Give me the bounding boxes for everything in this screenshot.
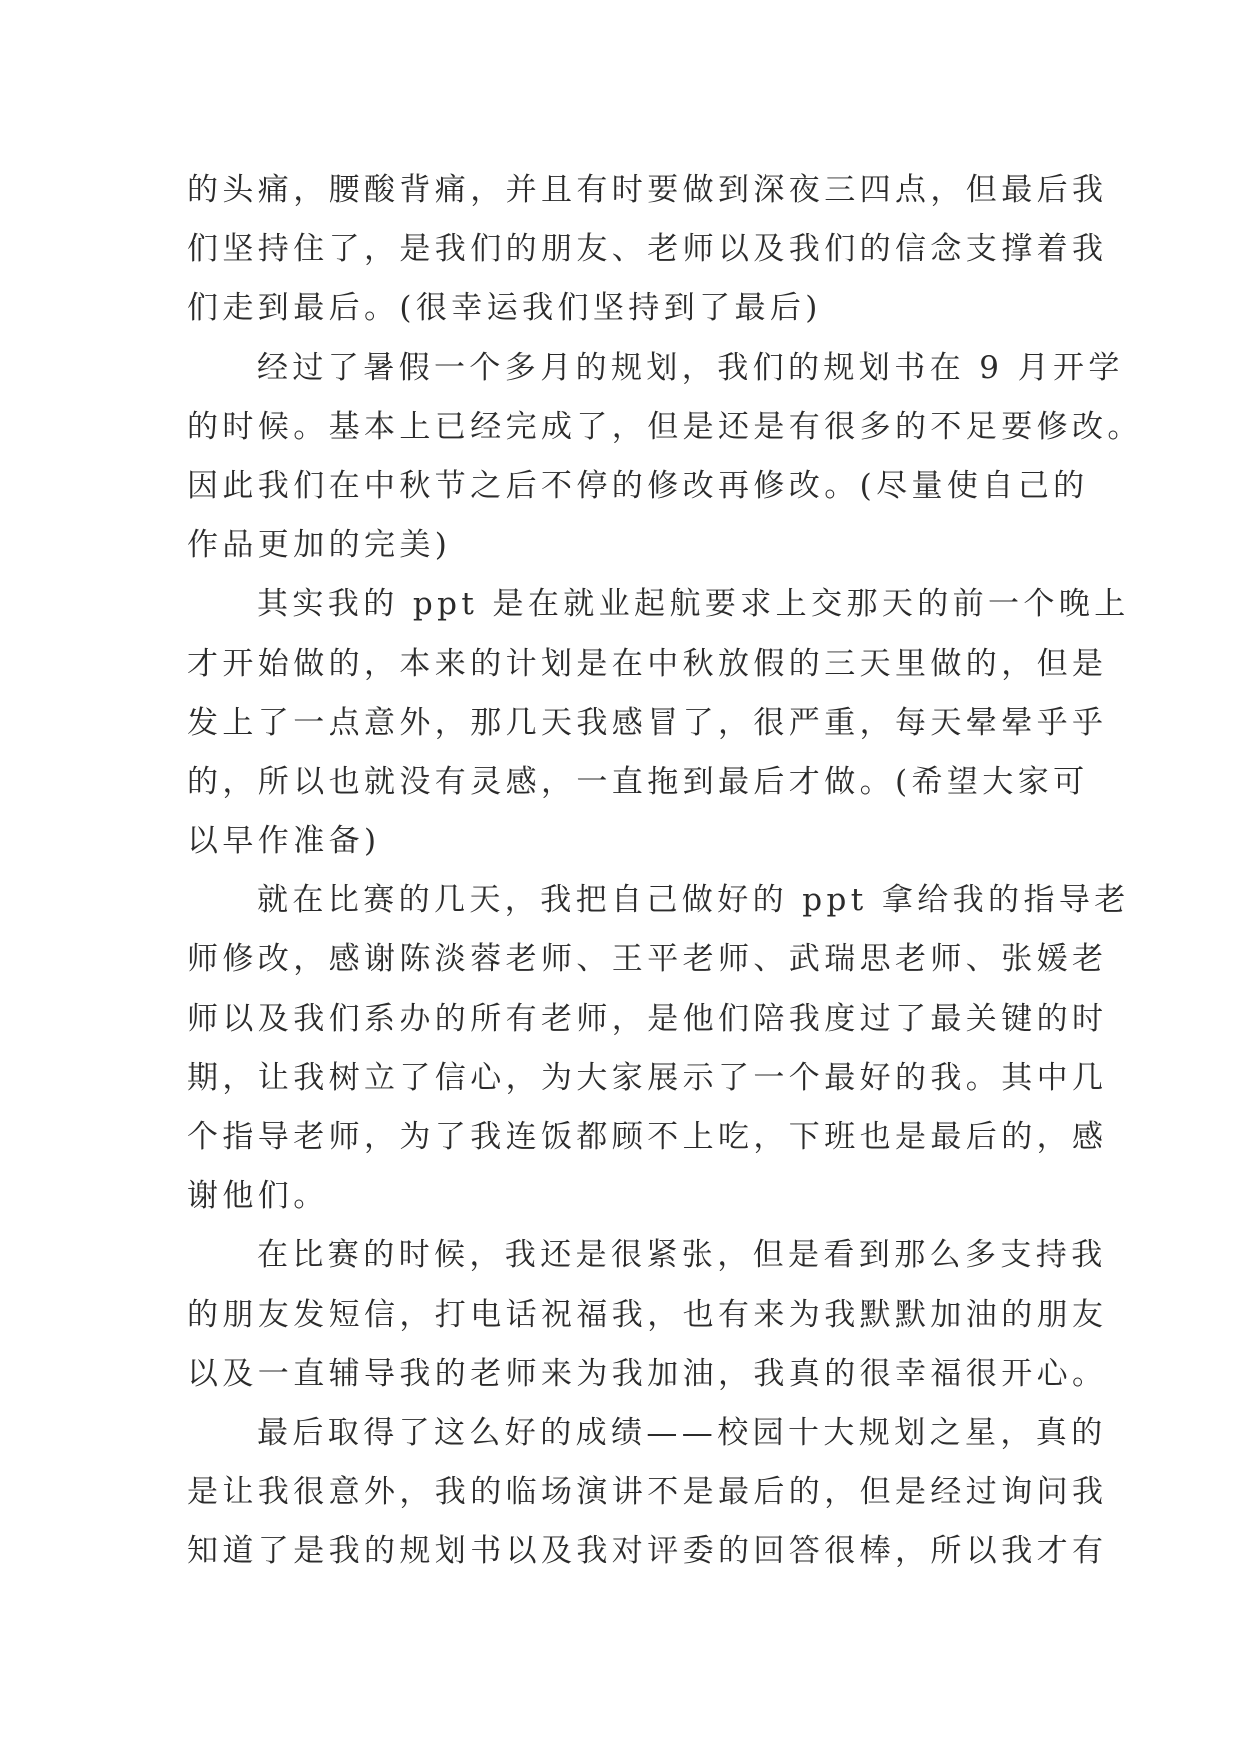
text-line: 才开始做的，本来的计划是在中秋放假的三天里做的，但是 <box>187 645 1108 682</box>
text-line: 师修改，感谢陈淡蓉老师、王平老师、武瑞思老师、张媛老 <box>187 941 1108 978</box>
text-line: 的朋友发短信，打电话祝福我，也有来为我默默加油的朋友 <box>187 1296 1108 1333</box>
paragraph-first-line: 在比赛的时候，我还是很紧张，但是看到那么多支持我 <box>257 1237 1107 1274</box>
text-line: 的时候。基本上已经完成了，但是还是有很多的不足要修改。 <box>187 408 1143 445</box>
text-line: 以及一直辅导我的老师来为我加油，我真的很幸福很开心。 <box>187 1355 1108 1392</box>
text-line: 知道了是我的规划书以及我对评委的回答很棒，所以我才有 <box>187 1533 1108 1570</box>
text-line: 以早作准备) <box>187 823 381 860</box>
body-text <box>187 161 1143 1582</box>
paragraph-first-line: 经过了暑假一个多月的规划，我们的规划书在 9 月开学 <box>257 349 1124 386</box>
text-line: 的，所以也就没有灵感，一直拖到最后才做。(希望大家可 <box>187 763 1089 800</box>
text-line: 因此我们在中秋节之后不停的修改再修改。(尽量使自己的 <box>187 467 1089 504</box>
text-line: 们走到最后。(很幸运我们坚持到了最后) <box>187 290 822 327</box>
text-line: 师以及我们系办的所有老师，是他们陪我度过了最关键的时 <box>187 1000 1108 1037</box>
paragraph-first-line: 其实我的 ppt 是在就业起航要求上交那天的前一个晚上 <box>257 586 1130 623</box>
text-line: 的头痛，腰酸背痛，并且有时要做到深夜三四点，但最后我 <box>187 172 1108 208</box>
text-line: 作品更加的完美) <box>187 527 452 564</box>
text-line: 谢他们。 <box>187 1178 329 1215</box>
paragraph-first-line: 就在比赛的几天，我把自己做好的 ppt 拿给我的指导老 <box>257 882 1130 919</box>
paragraph-first-line: 最后取得了这么好的成绩——校园十大规划之星，真的 <box>257 1414 1107 1451</box>
text-line: 是让我很意外，我的临场演讲不是最后的，但是经过询问我 <box>187 1474 1108 1511</box>
text-line: 发上了一点意外，那几天我感冒了，很严重，每天晕晕乎乎 <box>187 704 1108 741</box>
text-line: 们坚持住了，是我们的朋友、老师以及我们的信念支撑着我 <box>187 231 1108 268</box>
text-line: 个指导老师，为了我连饭都顾不上吃，下班也是最后的，感 <box>187 1119 1108 1155</box>
text-line: 期，让我树立了信心，为大家展示了一个最好的我。其中几 <box>187 1059 1108 1096</box>
